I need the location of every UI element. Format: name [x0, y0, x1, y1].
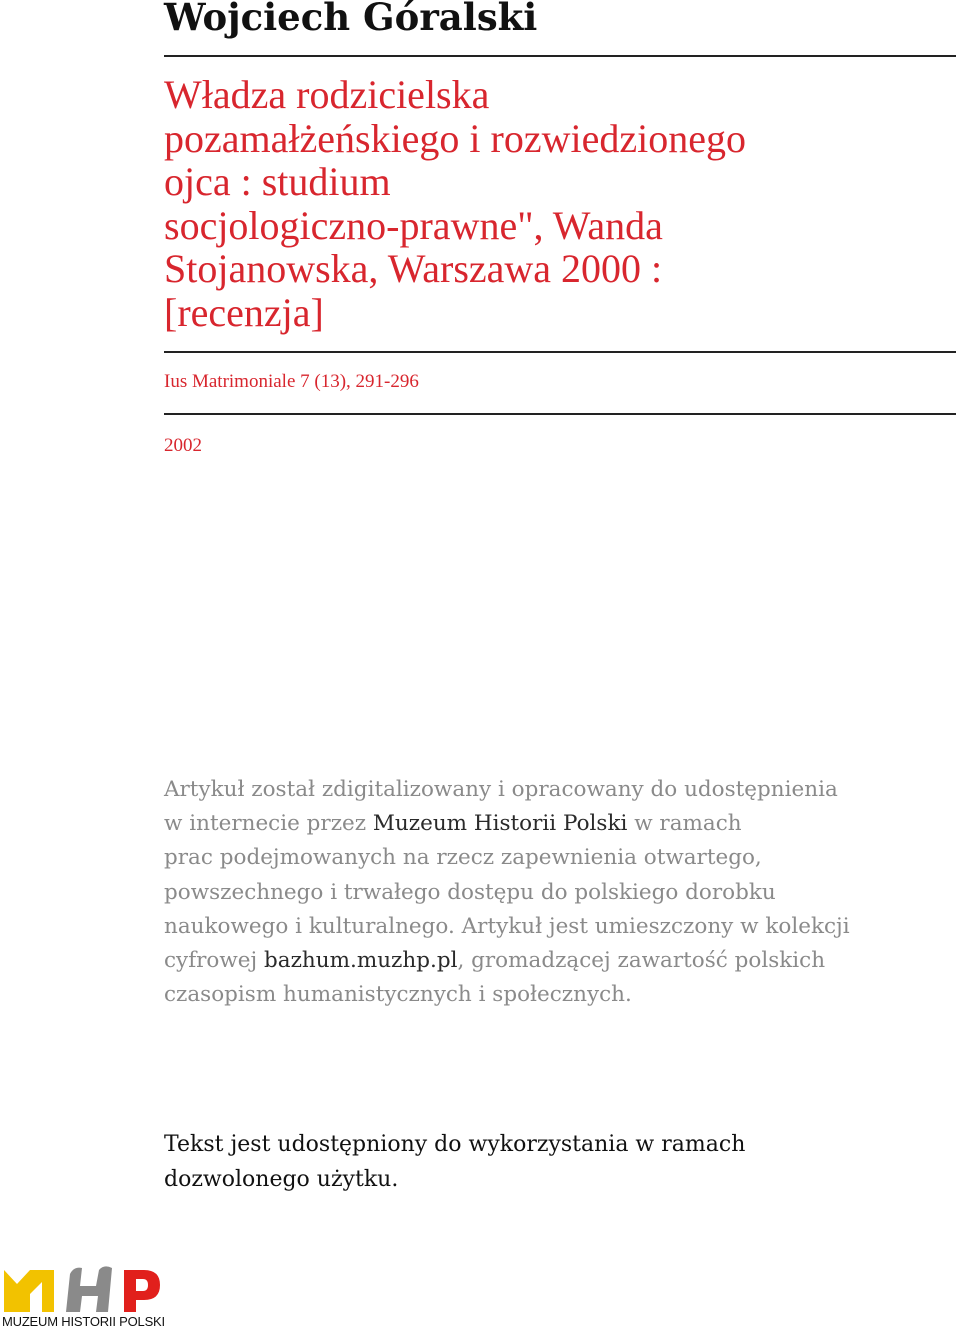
title-line: ojca : studium — [164, 159, 391, 205]
usage-notice — [164, 1128, 934, 1197]
museum-link[interactable]: Muzeum Historii Polski — [372, 811, 628, 837]
logo-m-notch — [30, 1270, 54, 1312]
museum-logo-icon — [4, 1264, 164, 1314]
notice-line: , gromadzącej zawartość polskich — [457, 948, 826, 974]
title-line: Władza rodzicielska — [164, 72, 490, 117]
article-title — [164, 73, 924, 335]
usage-line: Tekst jest udostępniony do wykorzystania w ramach — [164, 1132, 746, 1157]
notice-line: czasopism humanistycznych i społecznych. — [164, 982, 632, 1008]
title-line: Stojanowska, Warszawa 2000 : — [164, 246, 663, 292]
notice-line: powszechnego i trwałego dostępu do polskiego dorobku — [164, 879, 776, 905]
logo-text: MUZEUM HISTORII POLSKI — [2, 1314, 165, 1329]
museum-logo — [0, 1262, 180, 1331]
title-line: pozamałżeńskiego i rozwiedzionego — [164, 115, 746, 161]
notice-line: cyfrowej — [164, 948, 264, 974]
logo-h-shape — [66, 1266, 112, 1312]
digitization-notice — [164, 773, 934, 1012]
logo-m-shape — [4, 1270, 30, 1312]
source-citation: Ius Matrimoniale 7 (13), 291-296 — [164, 371, 419, 392]
title-line: socjologiczno-prawne", Wanda — [164, 202, 663, 248]
notice-line: Artykuł został zdigitalizowany i opracowany do udostępnienia — [164, 777, 838, 802]
publication-year: 2002 — [164, 435, 202, 456]
notice-line: w internecie przez — [164, 811, 373, 837]
notice-line: naukowego i kulturalnego. Artykuł jest umieszczony w kolekcji — [164, 913, 850, 939]
notice-line: prac podejmowanych na rzecz zapewnienia otwartego, — [164, 845, 762, 871]
author-name: Wojciech Góralski — [164, 0, 538, 39]
divider-title — [164, 351, 956, 353]
usage-line: dozwolonego użytku. — [164, 1166, 399, 1192]
divider-top — [164, 55, 956, 57]
logo-p-shape — [124, 1270, 160, 1312]
notice-line: w ramach — [627, 811, 742, 837]
divider-source — [164, 413, 956, 415]
bazhum-link[interactable]: bazhum.muzhp.pl — [264, 948, 458, 974]
title-line: [recenzja] — [164, 289, 324, 335]
